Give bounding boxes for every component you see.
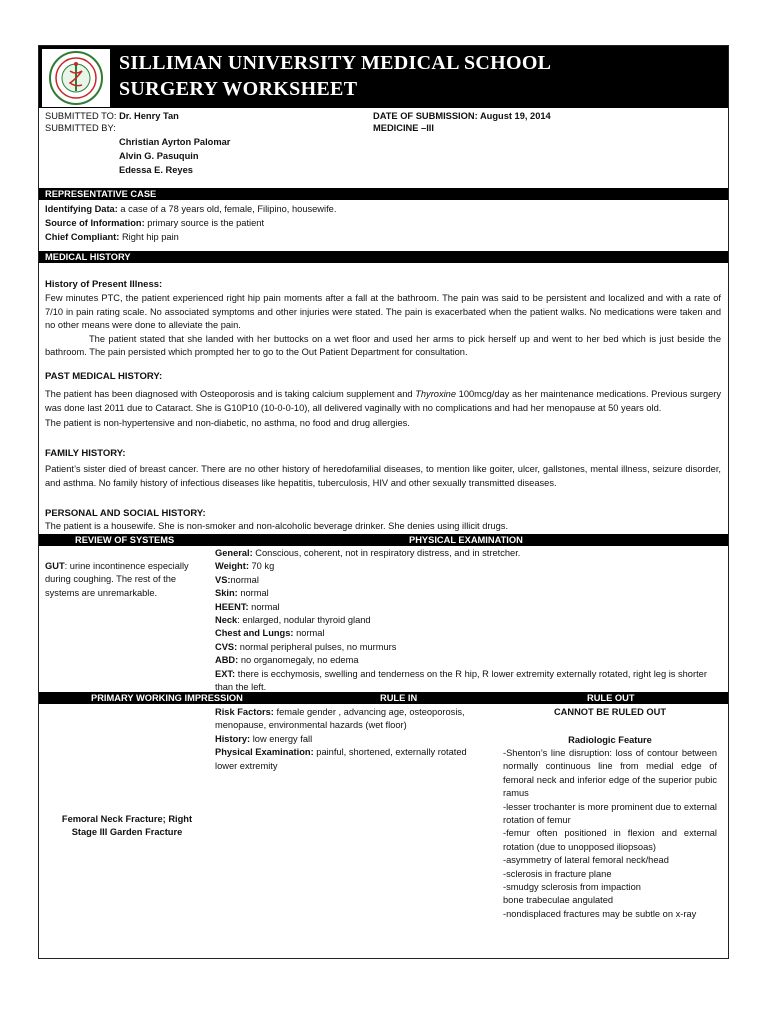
source-label: Source of Information: bbox=[45, 218, 145, 228]
submitted-to-name: Dr. Henry Tan bbox=[119, 111, 179, 121]
pe-abd-label: ABD: bbox=[215, 655, 239, 666]
hpi-paragraph-2: The patient stated that she landed with her buttocks on a wet floor and used her arms to pick herself up and went to her bed which is just beside the bathroom. The pain persisted which prompted her to go to the Out Patient Department for consultation. bbox=[45, 333, 721, 357]
hpi-paragraph-1: Few minutes PTC, the patient experienced right hip pain moments after a fall at the bathroom. The pain was said to be persistent and localized and with a rate of 7/10 in pain rating scale. No associated symptoms and other injuries were stated. The pain is exacerbated when the patient walks. No medications were taken and no other means were done to alleviate the pain. bbox=[45, 293, 721, 330]
worksheet-title: SURGERY WORKSHEET bbox=[119, 78, 358, 100]
rule-in-list bbox=[215, 706, 489, 773]
rule-in-history-label: History: bbox=[215, 733, 251, 744]
submitted-by-label: SUBMITTED BY: bbox=[45, 123, 116, 133]
ros-title: REVIEW OF SYSTEMS bbox=[75, 535, 175, 545]
rule-out-item: -lesser trochanter is more prominent due to external rotation of femur bbox=[503, 801, 717, 826]
rule-in-risk-text: female gender , advancing age, osteoporosis, menopause, environmental hazards (wet floor) bbox=[215, 707, 465, 731]
pwi-title: PRIMARY WORKING IMPRESSION bbox=[91, 693, 243, 703]
source-text: primary source is the patient bbox=[144, 218, 265, 228]
rule-out-item: -sclerosis in fracture plane bbox=[503, 868, 612, 879]
rule-in-pe-text: painful, shortened, externally rotated lower extremity bbox=[215, 747, 467, 771]
pe-chest-label: Chest and Lungs: bbox=[215, 628, 294, 639]
pe-cvs-label: CVS: bbox=[215, 641, 238, 652]
pe-neck bbox=[215, 614, 721, 627]
pe-skin-label: Skin: bbox=[215, 588, 238, 599]
pmh-title: PAST MEDICAL HISTORY: bbox=[45, 371, 163, 382]
chief-label: Chief Compliant: bbox=[45, 232, 120, 242]
source-info bbox=[45, 217, 264, 229]
rule-in-history bbox=[215, 733, 489, 746]
hpi-title: History of Present Illness: bbox=[45, 279, 163, 290]
rule-out-item: -smudgy sclerosis from impaction bbox=[503, 882, 641, 893]
rule-in-title: RULE IN bbox=[380, 693, 418, 703]
date-line bbox=[373, 110, 551, 122]
rule-out-item: -asymmetry of lateral femoral neck/head bbox=[503, 855, 669, 866]
university-seal-icon bbox=[42, 49, 110, 107]
pe-abd-text: no organomegaly, no edema bbox=[238, 655, 359, 666]
identifying-label: Identifying Data: bbox=[45, 204, 118, 214]
pmh-drug: Thyroxine bbox=[415, 389, 457, 399]
pe-general bbox=[215, 547, 721, 560]
rule-out-item: -nondisplaced fractures may be subtle on x-ray bbox=[503, 908, 697, 919]
rule-in-risk bbox=[215, 706, 489, 733]
pe-chest-text: normal bbox=[293, 628, 325, 639]
pe-cvs-text: normal peripheral pulses, no murmurs bbox=[237, 641, 397, 652]
rep-case-title: REPRESENTATIVE CASE bbox=[45, 189, 157, 199]
pe-weight bbox=[215, 560, 721, 573]
chief-text: Right hip pain bbox=[119, 232, 179, 242]
psh-title: PERSONAL AND SOCIAL HISTORY: bbox=[45, 508, 206, 519]
rule-out-heading: CANNOT BE RULED OUT bbox=[553, 707, 667, 717]
university-title: SILLIMAN UNIVERSITY MEDICAL SCHOOL bbox=[119, 52, 552, 74]
pmh-text-a: The patient has been diagnosed with Osteoporosis and is taking calcium supplement and bbox=[45, 389, 416, 399]
class-label: MEDICINE –III bbox=[373, 123, 434, 133]
pe-weight-text: 70 kg bbox=[248, 561, 275, 572]
family-history-title: FAMILY HISTORY: bbox=[45, 448, 126, 459]
diagnosis-line-1: Femoral Neck Fracture; Right bbox=[61, 814, 193, 824]
identifying-data bbox=[45, 203, 336, 215]
rule-in-pe-label: Physical Examination: bbox=[215, 747, 314, 758]
rule-out-item: bone trabeculae angulated bbox=[503, 895, 614, 906]
pe-abd bbox=[215, 654, 721, 667]
pe-vs-label: VS: bbox=[215, 574, 231, 585]
pe-neck-label: Neck bbox=[215, 615, 238, 626]
pmh-text bbox=[45, 388, 721, 431]
author-2: Alvin G. Pasuquin bbox=[119, 151, 199, 161]
pe-neck-text: : enlarged, nodular thyroid gland bbox=[237, 615, 371, 626]
submitted-to-label: SUBMITTED TO: bbox=[45, 111, 117, 121]
author-3: Edessa E. Reyes bbox=[119, 165, 193, 175]
rule-out-title: RULE OUT bbox=[587, 693, 635, 703]
psh-text: The patient is a housewife. She is non-smoker and non-alcoholic beverage drinker. She denies using illicit drugs. bbox=[45, 521, 509, 531]
rule-out-item: -femur often positioned in flexion and external rotation (due to unopposed iliopsoas) bbox=[503, 828, 717, 852]
pe-general-text: Conscious, coherent, not in respiratory distress, and in stretcher. bbox=[252, 548, 521, 558]
pe-skin-text: normal bbox=[237, 588, 269, 599]
ros-text bbox=[45, 560, 195, 600]
radiologic-heading: Radiologic Feature bbox=[568, 735, 652, 745]
pe-chest bbox=[215, 627, 721, 640]
diagnosis bbox=[45, 813, 209, 840]
pmh-paragraph-2: The patient is non-hypertensive and non-diabetic, no asthma, no food and drug allergies. bbox=[45, 418, 410, 428]
pe-cvs bbox=[215, 641, 721, 654]
pmh-text-b: 100mcg/day as her maintenance medications. Previous surgery was done last 2011 due to Cataract. She is G10P10 (10-0-0-10), all delivered vaginally with no complications and had her menopause at 50 years old. bbox=[45, 389, 721, 413]
title-header bbox=[39, 46, 728, 108]
submitted-to-line bbox=[45, 110, 179, 122]
pe-general-label: General: bbox=[215, 548, 253, 558]
medical-history-title: MEDICAL HISTORY bbox=[45, 252, 131, 262]
pe-weight-label: Weight: bbox=[215, 561, 249, 572]
pe-heent bbox=[215, 601, 721, 614]
pe-title: PHYSICAL EXAMINATION bbox=[409, 535, 523, 545]
rule-in-risk-label: Risk Factors: bbox=[215, 707, 274, 717]
impression-bar bbox=[39, 692, 728, 704]
rule-in-pe bbox=[215, 746, 489, 773]
pe-skin bbox=[215, 587, 721, 600]
pe-heent-label: HEENT: bbox=[215, 601, 249, 612]
author-1: Christian Ayrton Palomar bbox=[119, 137, 231, 147]
family-history-text: Patient’s sister died of breast cancer. There are no other history of heredofamilial diseases, to mention like goiter, ulcer, gallstones, mental illness, seizure disorder, and asthma. No family history of infectious diseases like hepatitis, tuberculosis, HIV and other sexually transmitted diseases. bbox=[45, 464, 721, 488]
rule-out-item: -Shenton’s line disruption: loss of contour between normally continuous line from medial edge of femoral neck and inferior edge of the superior pubic ramus bbox=[503, 748, 717, 799]
pe-heent-text: normal bbox=[248, 601, 280, 612]
pe-list bbox=[215, 547, 721, 694]
identifying-text: a case of a 78 years old, female, Filipino, housewife. bbox=[117, 204, 337, 214]
chief-complaint bbox=[45, 231, 179, 243]
rule-in-history-text: low energy fall bbox=[250, 733, 313, 744]
pe-ext-text: there is ecchymosis, swelling and tenderness on the R hip, R lower extremity externally rotated, right leg is shorter than the left. bbox=[215, 668, 707, 693]
ros-label: GUT bbox=[45, 561, 65, 571]
medical-history-bar bbox=[39, 251, 728, 263]
pe-ext-label: EXT: bbox=[215, 668, 236, 679]
pmh-paragraph-1 bbox=[45, 388, 721, 415]
rule-out-list bbox=[503, 747, 717, 921]
date-label: DATE OF SUBMISSION: bbox=[373, 111, 478, 121]
diagnosis-line-2: Stage III Garden Fracture bbox=[71, 827, 183, 838]
pe-ext bbox=[215, 668, 721, 695]
date-value: August 19, 2014 bbox=[479, 111, 551, 121]
pe-vs-text: normal bbox=[230, 574, 259, 585]
ros-body: : urine incontinence especially during coughing. The rest of the systems are unremarkable. bbox=[45, 561, 189, 598]
pe-vs bbox=[215, 574, 721, 587]
ros-pe-bar bbox=[39, 534, 728, 546]
hpi-text bbox=[45, 292, 721, 360]
worksheet-page bbox=[38, 45, 729, 959]
rep-case-bar bbox=[39, 188, 728, 200]
